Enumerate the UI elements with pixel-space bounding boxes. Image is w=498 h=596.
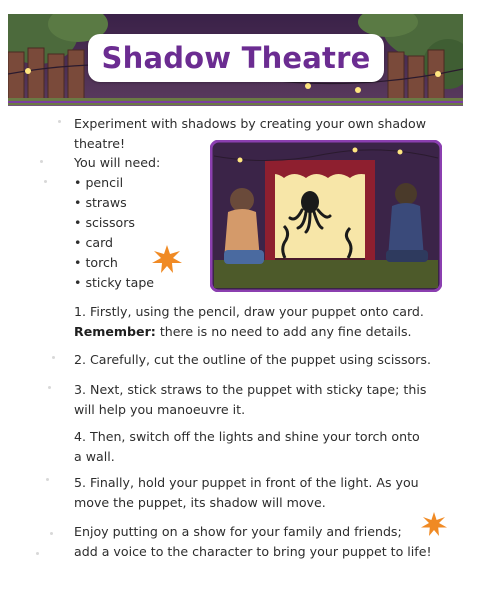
material-item: • sticky tape [74, 275, 155, 290]
step-3-line-1: 3. Next, stick straws to the puppet with sticky tape; this [74, 382, 427, 397]
step-2-line-1: 2. Carefully, cut the outline of the puppet using scissors. [74, 352, 431, 367]
intro-line-1: Experiment with shadows by creating your own shadow [74, 116, 427, 131]
material-item: • straws [74, 195, 127, 210]
margin-dot [40, 160, 43, 163]
closing-line-2: add a voice to the character to bring your puppet to life! [74, 544, 432, 559]
step-5-line-1: 5. Finally, hold your puppet in front of the light. As you [74, 475, 419, 490]
title-divider [8, 101, 463, 103]
margin-dot [58, 120, 61, 123]
margin-dot [36, 552, 39, 555]
material-item: • card [74, 235, 114, 250]
margin-dot [50, 532, 53, 535]
margin-dot [44, 180, 47, 183]
title-banner [88, 34, 384, 82]
materials-heading: You will need: [74, 155, 161, 170]
title-divider-thin [8, 105, 463, 106]
step-4-line-1: 4. Then, switch off the lights and shine your torch onto [74, 429, 420, 444]
margin-dot [46, 478, 49, 481]
material-item: • scissors [74, 215, 135, 230]
step-3-line-2: will help you manoeuvre it. [74, 402, 246, 417]
material-item: • torch [74, 255, 118, 270]
margin-dot [52, 356, 55, 359]
step-1-line-2: Remember: there is no need to add any fine details. [74, 324, 412, 339]
orange-star-icon [419, 511, 449, 537]
orange-star-icon [150, 244, 184, 274]
closing-line-1: Enjoy putting on a show for your family and friends; [74, 524, 402, 539]
margin-dot [48, 386, 51, 389]
step-5-line-2: move the puppet, its shadow will move. [74, 495, 326, 510]
shadow-theatre-scene-illustration [210, 140, 442, 292]
step-1-line-1: 1. Firstly, using the pencil, draw your puppet onto card. [74, 304, 424, 319]
intro-line-2: theatre! [74, 136, 126, 151]
step-4-line-2: a wall. [74, 449, 115, 464]
material-item: • pencil [74, 175, 124, 190]
page-title: Shadow Theatre [101, 41, 371, 75]
